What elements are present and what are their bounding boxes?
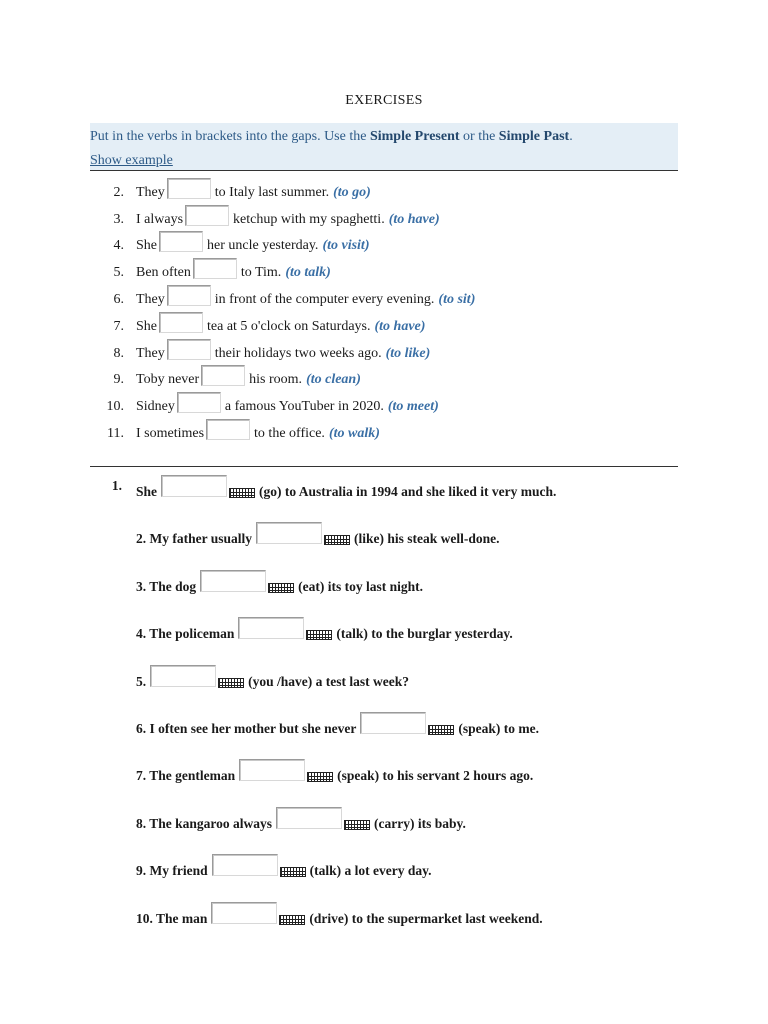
keyboard-icon[interactable] [268, 583, 294, 593]
exercise-2-list [0, 470, 768, 944]
exercise-1-item [0, 419, 768, 446]
sentence-start: They [136, 184, 165, 200]
answer-gap-input[interactable] [150, 665, 216, 687]
keyboard-icon[interactable] [279, 915, 305, 925]
keyboard-icon[interactable] [218, 678, 244, 688]
answer-gap-input[interactable] [200, 570, 266, 592]
exercise-2-item [0, 802, 768, 849]
exercise-2-item [0, 470, 768, 517]
answer-gap-input[interactable] [167, 285, 211, 306]
sentence-start: Toby never [136, 372, 200, 388]
show-example-link[interactable]: Show example [90, 153, 173, 168]
answer-gap-input[interactable] [256, 522, 322, 544]
keyboard-icon[interactable] [344, 820, 370, 830]
verb-hint: (to clean) [306, 372, 361, 388]
keyboard-icon[interactable] [306, 630, 332, 640]
exercise-2-item [0, 754, 768, 801]
sentence-end: in front of the computer every evening. [214, 291, 435, 307]
sentence-end: a famous YouTuber in 2020. [224, 399, 384, 415]
answer-gap-input[interactable] [360, 712, 426, 734]
page-title: EXERCISES [345, 93, 423, 108]
sentence-start: She [136, 318, 157, 334]
answer-gap-input[interactable] [167, 178, 211, 199]
verb-hint: (to have) [374, 318, 426, 334]
answer-gap-input[interactable] [185, 205, 229, 226]
exercise-1-item [0, 178, 768, 205]
keyboard-icon[interactable] [428, 725, 454, 735]
answer-gap-input[interactable] [159, 231, 203, 252]
exercise-1-item [0, 258, 768, 285]
item-number: 6. [113, 291, 124, 307]
item-number: 1. [111, 478, 122, 493]
sentence-start: Ben often [136, 265, 191, 281]
tense-simple-past: Simple Past [498, 129, 570, 144]
answer-gap-input[interactable] [161, 475, 227, 497]
item-number: 11. [107, 425, 124, 441]
keyboard-icon[interactable] [280, 867, 306, 877]
item-number: 10. [106, 399, 124, 415]
keyboard-icon[interactable] [324, 535, 350, 545]
sentence-end: to Tim. [240, 265, 282, 281]
sentence-end: her uncle yesterday. [207, 238, 319, 254]
sentence-start: 7. The gentleman [136, 768, 236, 784]
verb-hint: (to visit) [322, 238, 370, 254]
exercise-2-item [0, 660, 768, 707]
instructions-text-middle: or the [459, 129, 499, 144]
exercise-2-item [0, 707, 768, 754]
sentence-start: 10. The man [136, 910, 208, 926]
sentence-end: his room. [249, 372, 303, 388]
tense-simple-present: Simple Present [369, 129, 460, 144]
answer-gap-input[interactable] [159, 312, 203, 333]
answer-gap-input[interactable] [212, 854, 278, 876]
answer-gap-input[interactable] [193, 258, 237, 279]
sentence-end: (like) his steak well-done. [354, 531, 500, 547]
sentence-start: I always [136, 211, 184, 227]
sentence-end: (speak) to me. [458, 720, 539, 736]
exercise-2-item [0, 849, 768, 896]
item-number: 3. [113, 211, 124, 227]
exercise-1-item [0, 392, 768, 419]
sentence-end: (you /have) a test last week? [248, 673, 409, 689]
sentence-start: 8. The kangaroo always [136, 815, 273, 831]
sentence-end: (carry) its baby. [374, 815, 466, 831]
exercise-1-item [0, 312, 768, 339]
item-number: 2. [113, 184, 124, 200]
exercise-2-item [0, 897, 768, 944]
sentence-start: 6. I often see her mother but she never [136, 720, 357, 736]
verb-hint: (to have) [388, 211, 440, 227]
exercise-2-item [0, 612, 768, 659]
instructions-text [90, 127, 678, 151]
sentence-start: 4. The policeman [136, 626, 235, 642]
verb-hint: (to meet) [387, 399, 439, 415]
answer-gap-input[interactable] [177, 392, 221, 413]
sentence-end: to the office. [254, 425, 325, 441]
exercise-1-item [0, 285, 768, 312]
exercise-1-item [0, 366, 768, 393]
sentence-start: She [136, 238, 157, 254]
sentence-end: (talk) to the burglar yesterday. [336, 626, 513, 642]
sentence-end: (speak) to his servant 2 hours ago. [337, 768, 534, 784]
item-number: 5. [113, 265, 124, 281]
verb-hint: (to walk) [328, 425, 380, 441]
item-number: 4. [113, 238, 124, 254]
instructions-box [90, 123, 678, 171]
exercise-2-item [0, 517, 768, 564]
item-number: 8. [113, 345, 124, 361]
sentence-start: 2. My father usually [136, 531, 253, 547]
instructions-text-before: Put in the verbs in brackets into the gaps. Use the [90, 129, 370, 144]
exercise-1-item [0, 232, 768, 259]
sentence-start: 5. [136, 673, 147, 689]
sentence-end: (go) to Australia in 1994 and she liked it very much. [259, 484, 557, 499]
item-number: 9. [113, 372, 124, 388]
item-number: 7. [113, 318, 124, 334]
verb-hint: (to talk) [285, 265, 331, 281]
sentence-end: (drive) to the supermarket last weekend. [309, 910, 543, 926]
sentence-start: They [136, 345, 165, 361]
answer-gap-input[interactable] [201, 365, 245, 386]
keyboard-icon[interactable] [307, 772, 333, 782]
instructions-text-after: . [569, 129, 573, 144]
sentence-start: 9. My friend [136, 863, 208, 879]
verb-hint: (to go) [333, 184, 371, 200]
exercise-1-item [0, 339, 768, 366]
sentence-end: (talk) a lot every day. [309, 863, 432, 879]
sentence-start: I sometimes [136, 425, 205, 441]
answer-gap-input[interactable] [239, 759, 305, 781]
verb-hint: (to sit) [438, 291, 476, 307]
exercise-1-item [0, 205, 768, 232]
sentence-start: 3. The dog [136, 578, 197, 594]
section-divider [90, 466, 678, 467]
answer-gap-input[interactable] [206, 419, 250, 440]
sentence-end: to Italy last summer. [214, 184, 330, 200]
sentence-start: Sidney [136, 399, 175, 415]
sentence-end: (eat) its toy last night. [298, 578, 424, 594]
sentence-end: their holidays two weeks ago. [214, 345, 382, 361]
sentence-start: They [136, 291, 165, 307]
sentence-end: tea at 5 o'clock on Saturdays. [207, 318, 371, 334]
answer-gap-input[interactable] [276, 807, 342, 829]
verb-hint: (to like) [385, 345, 431, 361]
answer-gap-input[interactable] [238, 617, 304, 639]
keyboard-icon[interactable] [229, 488, 255, 498]
exercise-2-item [0, 565, 768, 612]
exercise-1-list [0, 178, 768, 446]
sentence-end: ketchup with my spaghetti. [233, 211, 385, 227]
answer-gap-input[interactable] [167, 339, 211, 360]
answer-gap-input[interactable] [211, 902, 277, 924]
sentence-start: She [136, 484, 158, 499]
